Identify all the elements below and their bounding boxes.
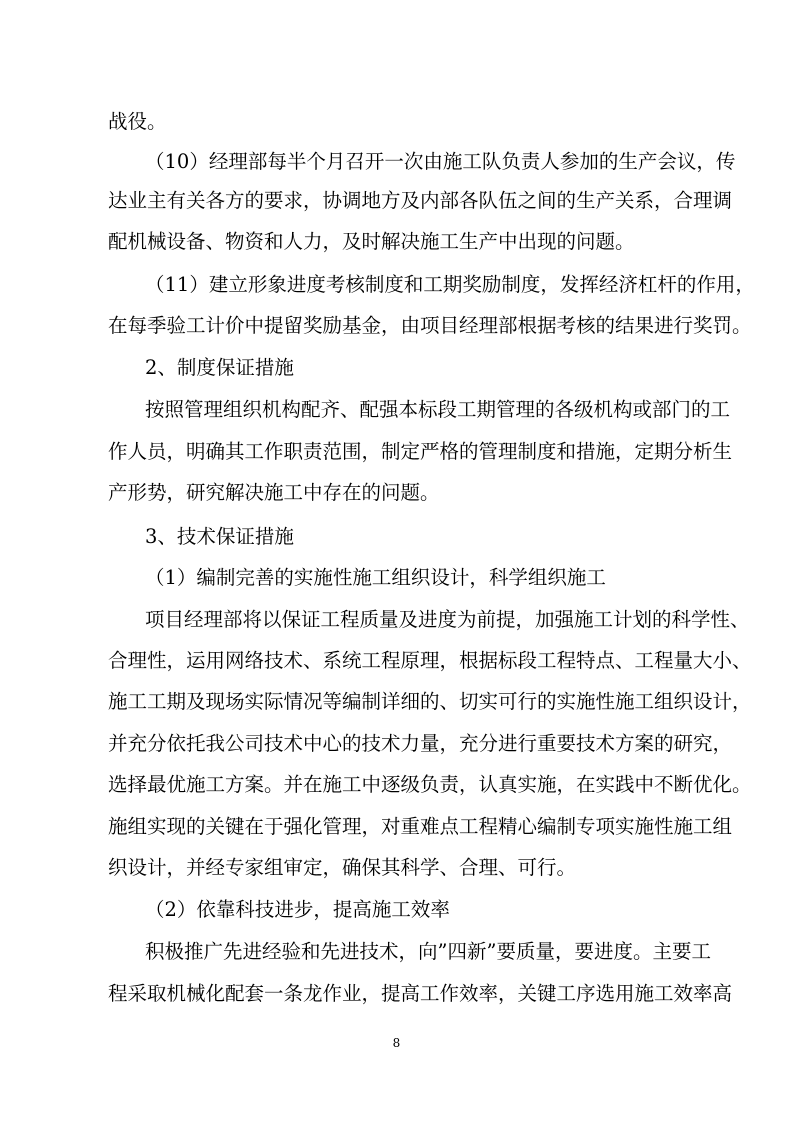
subsection-heading: （1）编制完善的实施性施工组织设计，科学组织施工 [145, 566, 606, 589]
text-line: 产形势，研究解决施工中存在的问题。 [108, 481, 440, 504]
text-line: 织设计，并经专家组审定，确保其科学、合理、可行。 [108, 856, 577, 879]
text-line: （11）建立形象进度考核制度和工期奖励制度，发挥经济杠杆的作用， [145, 273, 755, 296]
text-line: （10）经理部每半个月召开一次由施工队负责人参加的生产会议，传 [145, 150, 736, 173]
text-line: 并充分依托我公司技术中心的技术力量，充分进行重要技术方案的研究， [108, 732, 733, 755]
text-line: 达业主有关各方的要求，协调地方及内部各队伍之间的生产关系，合理调 [108, 189, 733, 212]
section-heading: 2、制度保证措施 [145, 356, 294, 379]
text-line: 选择最优施工方案。并在施工中逐级负责，认真实施，在实践中不断优化。 [108, 773, 752, 796]
text-line: 战役。 [108, 110, 167, 133]
text-line: 按照管理组织机构配齐、配强本标段工期管理的各级机构或部门的工 [145, 398, 731, 421]
text-line: 积极推广先进经验和先进技术，向”四新”要质量，要进度。主要工 [145, 940, 711, 963]
text-line: 程采取机械化配套一条龙作业，提高工作效率，关键工序选用施工效率高 [108, 982, 733, 1005]
text-line: 在每季验工计价中提留奖励基金，由项目经理部根据考核的结果进行奖罚。 [108, 314, 752, 337]
text-line: 作人员，明确其工作职责范围，制定严格的管理制度和措施，定期分析生 [108, 440, 733, 463]
text-line: 施工工期及现场实际情况等编制详细的、切实可行的实施性施工组织设计， [108, 690, 752, 713]
subsection-heading: （2）依靠科技进步，提高施工效率 [145, 898, 450, 921]
section-heading: 3、技术保证措施 [145, 525, 294, 548]
text-line: 项目经理部将以保证工程质量及进度为前提，加强施工计划的科学性、 [145, 608, 750, 631]
text-line: 施组实现的关键在于强化管理，对重难点工程精心编制专项实施性施工组 [108, 815, 733, 838]
text-line: 合理性，运用网络技术、系统工程原理，根据标段工程特点、工程量大小、 [108, 649, 752, 672]
page-number: 8 [392, 1036, 401, 1050]
text-line: 配机械设备、物资和人力，及时解决施工生产中出现的问题。 [108, 230, 635, 253]
